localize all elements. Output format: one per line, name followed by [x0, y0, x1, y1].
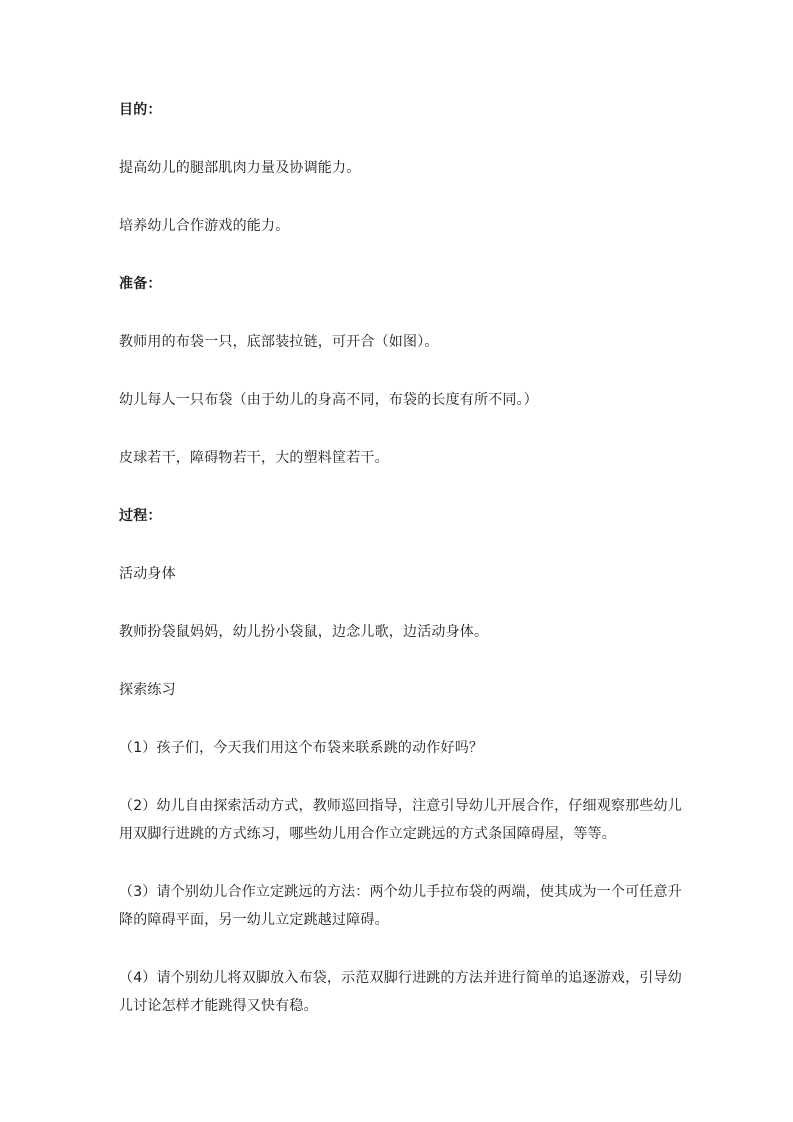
process-item-4: （4）请个别幼儿将双脚放入布袋，示范双脚行进跳的方法并进行简单的追逐游戏，引导幼儿讨论怎样才能跳得又快有稳。	[119, 970, 682, 1014]
process-step-explore: 探索练习	[119, 682, 176, 698]
heading-prep: 准备：	[119, 276, 162, 292]
prep-paragraph-2: 幼儿每人一只布袋（由于幼儿的身高不同，布袋的长度有所不同。）	[119, 392, 538, 408]
process-warmup-detail: 教师扮袋鼠妈妈，幼儿扮小袋鼠，边念儿歌，边活动身体。	[119, 624, 489, 640]
goal-paragraph-1: 提高幼儿的腿部肌肉力量及协调能力。	[119, 160, 361, 176]
process-item-1: （1）孩子们，今天我们用这个布袋来联系跳的动作好吗？	[119, 740, 484, 756]
process-item-3: （3）请个别幼儿合作立定跳远的方法：两个幼儿手拉布袋的两端，使其成为一个可任意升降的障碍平面，另一幼儿立定跳越过障碍。	[119, 884, 682, 928]
process-step-warmup: 活动身体	[119, 566, 176, 582]
heading-goal: 目的：	[119, 102, 162, 118]
goal-paragraph-2: 培养幼儿合作游戏的能力。	[119, 218, 290, 234]
prep-paragraph-1: 教师用的布袋一只，底部装拉链，可开合（如图）。	[119, 334, 439, 350]
heading-process: 过程：	[119, 508, 162, 524]
process-item-2: （2）幼儿自由探索活动方式，教师巡回指导，注意引导幼儿开展合作，仔细观察那些幼儿用双脚行进跳的方式练习，哪些幼儿用合作立定跳远的方式条国障碍屋，等等。	[119, 798, 682, 842]
prep-paragraph-3: 皮球若干，障碍物若干，大的塑料筐若干。	[119, 450, 389, 466]
